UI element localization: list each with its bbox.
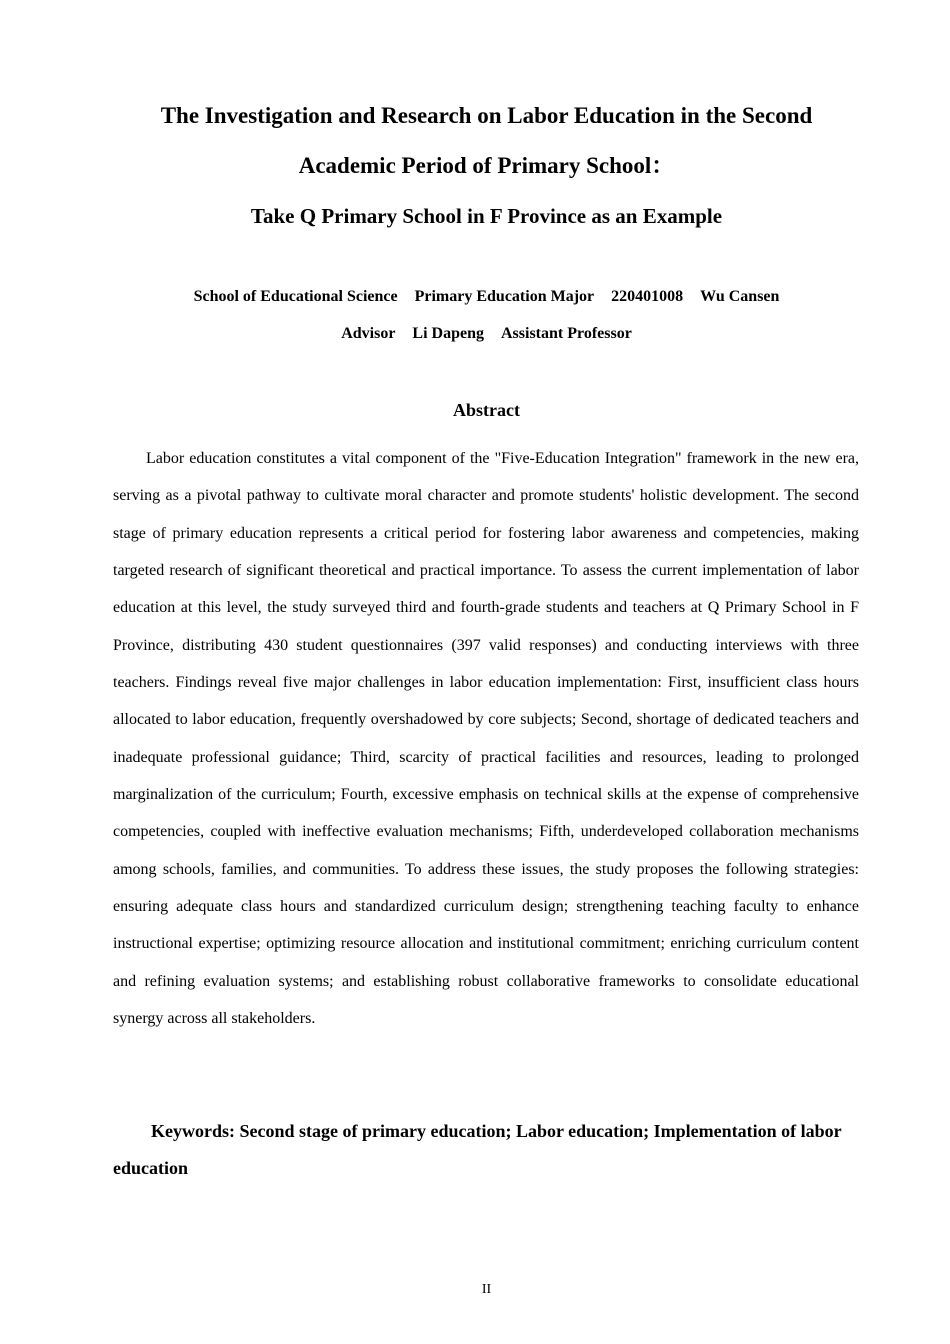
- title-line-2: Academic Period of Primary School：: [298, 153, 675, 178]
- author-line: [0, 286, 950, 308]
- author-name: Wu Cansen: [700, 288, 780, 305]
- major-name: Primary Education Major: [414, 288, 595, 305]
- advisor-name: Li Dapeng: [412, 325, 484, 342]
- student-id: 220401008: [611, 288, 684, 305]
- advisor-rank: Assistant Professor: [501, 325, 632, 342]
- title-line-1: The Investigation and Research on Labor Education in the Second: [160, 103, 813, 128]
- page-number: II: [481, 1282, 492, 1297]
- abstract-body: Labor education constitutes a vital component of the "Five-Education Integration" framework in the new era, serving as a pivotal pathway to cultivate moral character and promote students' holistic development. The second stage of primary education represents a critical period for fostering labor awareness and competencies, making targeted research of significant theoretical and practical importance. To assess the current implementation of labor education at this level, the study surveyed third and fourth-grade students and teachers at Q Primary School in F Province, distributing 430 student questionnaires (397 valid responses) and conducting interviews with three teachers. Findings reveal five major challenges in labor education implementation: First, insufficient class hours allocated to labor education, frequently overshadowed by core subjects; Second, shortage of dedicated teachers and inadequate professional guidance; Third, scarcity of practical facilities and resources, leading to prolonged marginalization of the curriculum; Fourth, excessive emphasis on technical skills at the expense of comprehensive competencies, coupled with ineffective evaluation mechanisms; Fifth, underdeveloped collaboration mechanisms among schools, families, and communities. To address these issues, the study proposes the following strategies: ensuring adequate class hours and standardized curriculum design; strengthening teaching faculty to enhance instructional expertise; optimizing resource allocation and institutional commitment; enriching curriculum content and refining evaluation systems; and establishing robust collaborative frameworks to consolidate educational synergy across all stakeholders.: [113, 450, 859, 1028]
- subtitle: Take Q Primary School in F Province as an Example: [250, 204, 723, 228]
- abstract-heading: Abstract: [453, 400, 520, 420]
- keywords: Keywords: Second stage of primary education; Labor education; Implementation of labor education: [113, 1121, 842, 1178]
- advisor-line: [0, 323, 950, 345]
- advisor-label: Advisor: [341, 325, 396, 342]
- school-name: School of Educational Science: [193, 288, 398, 305]
